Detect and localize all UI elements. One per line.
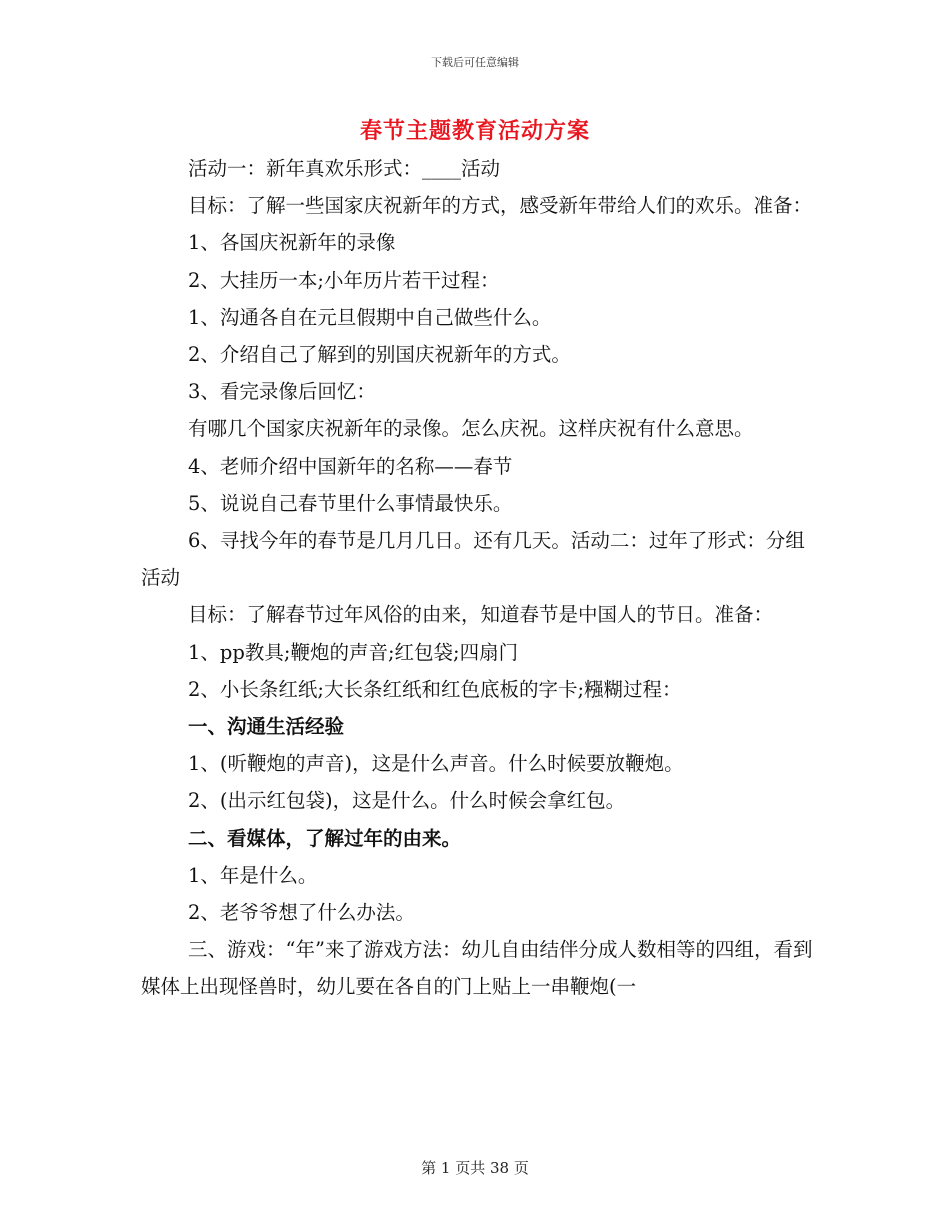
paragraph: 5、说说自己春节里什么事情最快乐。	[188, 491, 513, 515]
paragraph: 2、小长条红纸;大长条红纸和红色底板的字卡;糨糊过程：	[188, 677, 682, 701]
paragraph: 2、大挂历一本;小年历片若干过程：	[188, 268, 500, 292]
paragraph: 6、寻找今年的春节是几月几日。还有几天。活动二：过年了形式：分组活动	[141, 529, 805, 590]
section-heading: 二、看媒体，了解过年的由来。	[188, 826, 462, 850]
document-title: 春节主题教育活动方案	[359, 118, 590, 144]
document-body	[141, 150, 821, 1006]
paragraph: 2、老爷爷想了什么办法。	[188, 901, 415, 925]
section-heading: 一、沟通生活经验	[188, 715, 345, 739]
paragraph: 1、各国庆祝新年的录像	[188, 231, 396, 255]
paragraph: 4、老师介绍中国新年的名称——春节	[188, 454, 513, 478]
paragraph: 2、介绍自己了解到的别国庆祝新年的方式。	[188, 343, 571, 367]
paragraph: 有哪几个国家庆祝新年的录像。怎么庆祝。这样庆祝有什么意思。	[188, 417, 754, 441]
paragraph: 2、(出示红包袋)，这是什么。什么时候会拿红包。	[188, 789, 626, 813]
paragraph: 1、(听鞭炮的声音)，这是什么声音。什么时候要放鞭炮。	[188, 752, 684, 776]
page-number-footer: 第 1 页共 38 页	[421, 1159, 529, 1177]
paragraph: 1、沟通各自在元旦假期中自己做些什么。	[188, 305, 552, 329]
paragraph: 1、年是什么。	[188, 863, 318, 887]
paragraph: 1、pp教具;鞭炮的声音;红包袋;四扇门	[188, 640, 519, 664]
paragraph: 目标：了解一些国家庆祝新年的方式，感受新年带给人们的欢乐。准备：	[188, 194, 813, 218]
paragraph: 目标：了解春节过年风俗的由来，知道春节是中国人的节日。准备：	[188, 603, 774, 627]
paragraph: 活动一：新年真欢乐形式：____活动	[188, 157, 501, 180]
paragraph: 三、游戏：“年”来了游戏方法：幼儿自由结伴分成人数相等的四组，看到媒体上出现怪兽时，幼儿要在各自的门上贴上一串鞭炮(一	[141, 938, 813, 999]
paragraph: 3、看完录像后回忆：	[188, 380, 376, 404]
page-header-note: 下载后可任意编辑	[431, 56, 519, 69]
